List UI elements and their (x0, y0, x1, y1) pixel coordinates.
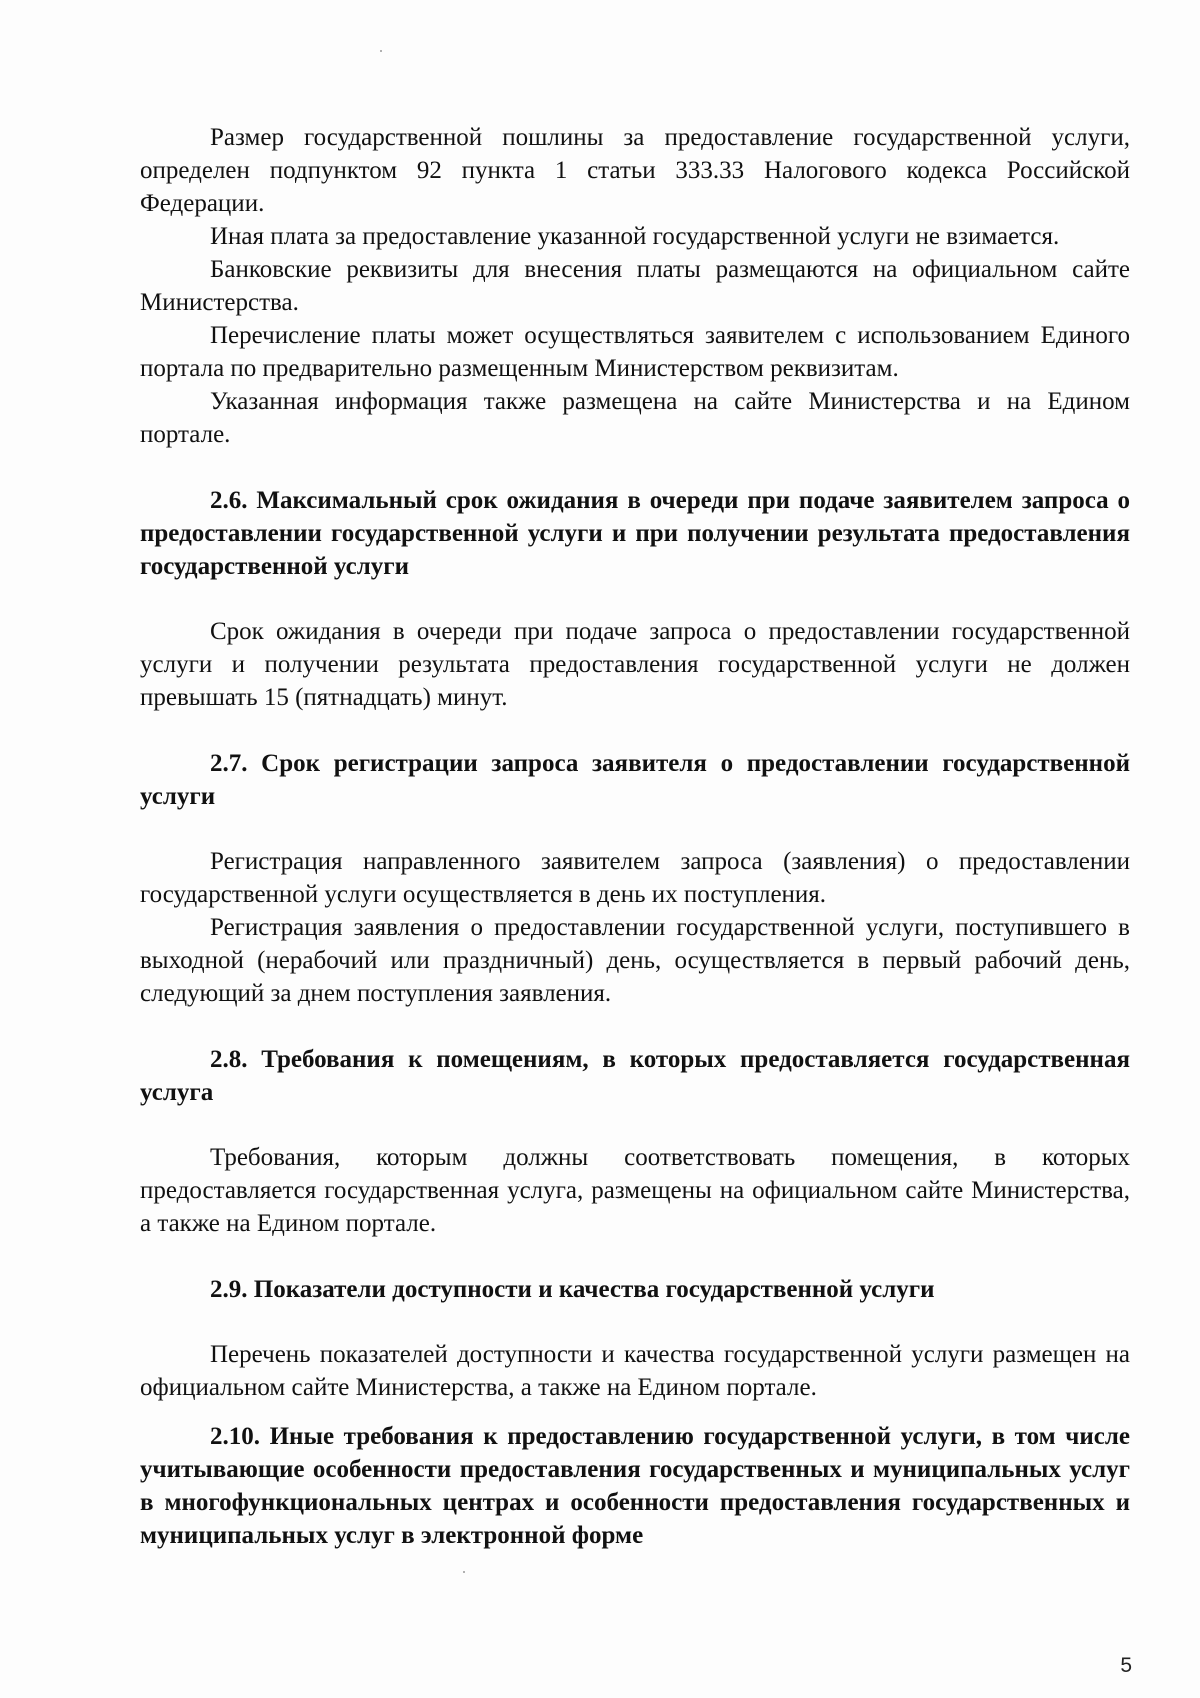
page-number: 5 (1120, 1654, 1132, 1677)
paragraph-queue-time: Срок ожидания в очереди при подаче запроса о предоставлении государственной услуги и получении результата предоставления государственной услуги не должен превышать 15 (пятнадцать) минут. (140, 618, 1130, 711)
section-heading-2-6: 2.6. Максимальный срок ожидания в очереди при подаче заявителем запроса о предоставлении государственной услуги и при получении результата предоставления государственной услуги (140, 487, 1130, 580)
paragraph-info-published: Указанная информация также размещена на сайте Министерства и на Едином портале. (140, 388, 1130, 448)
paragraph-registration-holiday: Регистрация заявления о предоставлении государственной услуги, поступившего в выходной (нерабочий или праздничный) день, осуществляется в первый рабочий день, следующий за днем поступления заявления. (140, 914, 1130, 1007)
paragraph-state-fee: Размер государственной пошлины за предоставление государственной услуги, определен подпунктом 92 пункта 1 статьи 333.33 Налогового кодекса Российской Федерации. (140, 124, 1130, 217)
paragraph-quality-indicators: Перечень показателей доступности и качества государственной услуги размещен на официальном сайте Министерства, а также на Едином портале. (140, 1341, 1130, 1401)
paragraph-payment-transfer: Перечисление платы может осуществляться заявителем с использованием Единого портала по предварительно размещенным Министерством реквизитам. (140, 322, 1130, 382)
paragraph-premises-requirements: Требования, которым должны соответствовать помещения, в которых предоставляется государственная услуга, размещены на официальном сайте Министерства, а также на Едином портале. (140, 1144, 1130, 1237)
section-heading-2-8: 2.8. Требования к помещениям, в которых предоставляется государственная услуга (140, 1046, 1130, 1106)
section-heading-2-9: 2.9. Показатели доступности и качества государственной услуги (210, 1276, 935, 1303)
paragraph-no-other-fee: Иная плата за предоставление указанной государственной услуги не взимается. (210, 223, 1060, 250)
paragraph-bank-details: Банковские реквизиты для внесения платы размещаются на официальном сайте Министерства. (140, 256, 1130, 316)
paragraph-registration: Регистрация направленного заявителем запроса (заявления) о предоставлении государственной услуги осуществляется в день их поступления. (140, 848, 1130, 908)
document-body (140, 121, 1130, 1552)
section-heading-2-7: 2.7. Срок регистрации запроса заявителя о предоставлении государственной услуги (140, 750, 1130, 810)
scan-speck (463, 1571, 465, 1573)
section-heading-2-10: 2.10. Иные требования к предоставлению государственной услуги, в том числе учитывающие особенности предоставления государственных и муниципальных услуг в многофункциональных центрах и особенности предоставления государственных и муниципальных услуг в электронной форме (140, 1423, 1130, 1549)
scan-speck (380, 50, 382, 52)
